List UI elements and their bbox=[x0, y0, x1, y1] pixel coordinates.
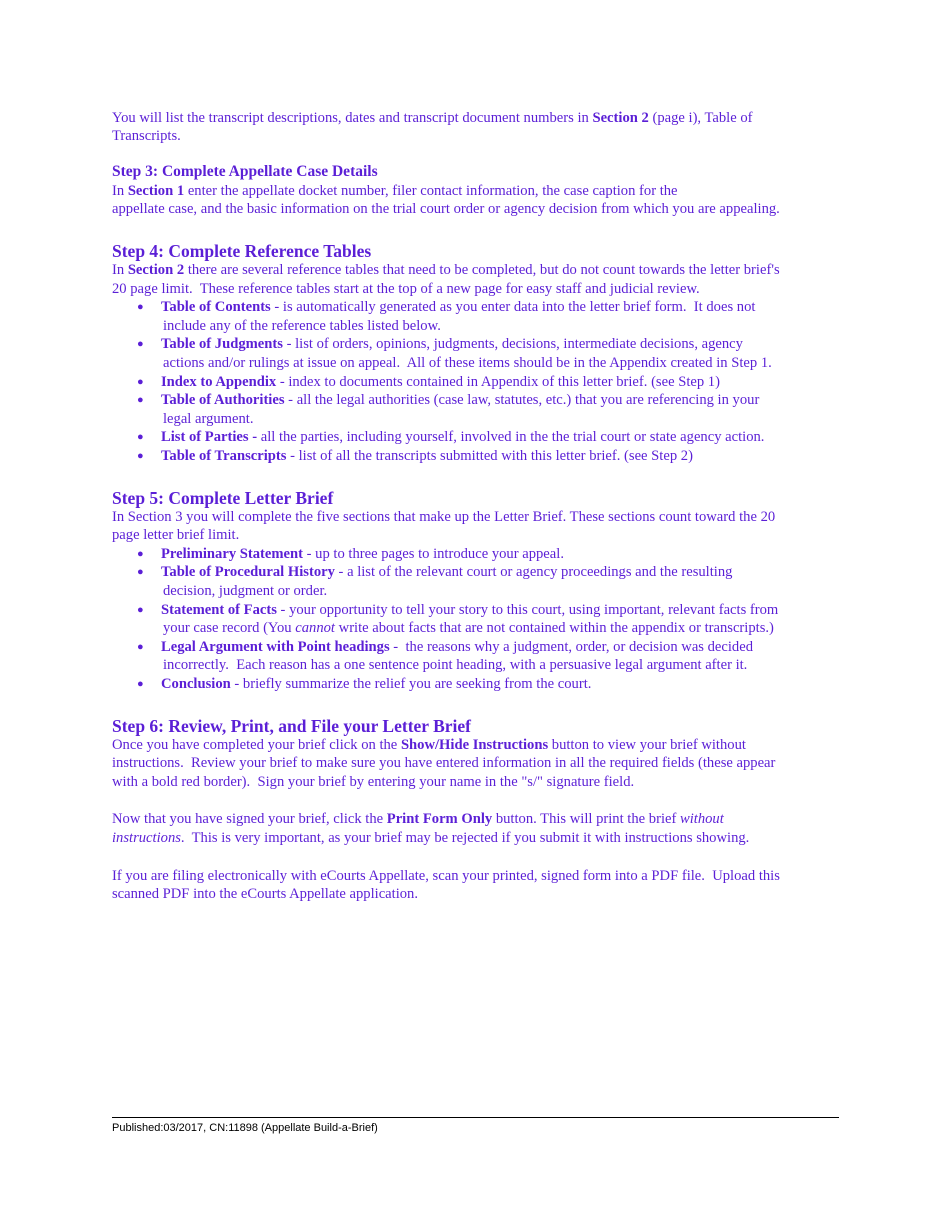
bullet-icon: ● bbox=[137, 338, 144, 351]
bullet-icon: ● bbox=[137, 547, 144, 560]
italic-text: cannot bbox=[295, 620, 335, 637]
text-line bbox=[161, 373, 842, 392]
text: enter the appellate docket number, filer contact information, the case caption for the bbox=[184, 182, 678, 199]
text: Step 3: Complete Appellate Case Details bbox=[112, 162, 378, 180]
text: button to view your brief without bbox=[548, 736, 746, 753]
text-line bbox=[161, 410, 842, 429]
text: Transcripts. bbox=[112, 128, 181, 145]
text: Now that you have signed your brief, click the bbox=[112, 811, 387, 828]
text: Step 5: Complete Letter Brief bbox=[112, 487, 334, 508]
text-line bbox=[161, 428, 842, 447]
text-line bbox=[112, 200, 842, 219]
text: - your opportunity to tell your story to this court, using important, relevant facts from bbox=[276, 601, 779, 618]
text-line bbox=[161, 354, 842, 373]
text-line bbox=[161, 391, 842, 410]
bullet-icon: ● bbox=[137, 394, 144, 407]
bullet-icon: ● bbox=[137, 640, 144, 653]
paragraph bbox=[112, 109, 842, 146]
text: your case record (You bbox=[163, 620, 296, 637]
text: scanned PDF into the eCourts Appellate application. bbox=[112, 886, 419, 903]
bold-text: Print Form Only bbox=[386, 811, 493, 828]
text-line bbox=[112, 109, 842, 128]
bold-text: Table of Authorities bbox=[161, 392, 285, 409]
text: instructions. Review your brief to make sure you have entered information in all the required fields (these appear bbox=[112, 755, 776, 772]
list-item bbox=[112, 298, 842, 335]
text: - index to documents contained in Appendix of this letter brief. (see Step 1) bbox=[276, 373, 720, 390]
bold-text: List of Parties - bbox=[161, 429, 258, 446]
text: all the parties, including yourself, involved in the the trial court or state agency action. bbox=[257, 429, 765, 446]
text-line bbox=[112, 162, 842, 182]
list-item bbox=[112, 391, 842, 428]
text: In bbox=[112, 262, 128, 279]
text-line bbox=[161, 545, 842, 564]
text-line bbox=[112, 488, 842, 508]
bold-text: Legal Argument with Point headings bbox=[161, 638, 390, 655]
text-line bbox=[161, 317, 842, 336]
text: incorrectly. Each reason has a one sentence point heading, with a persuasive legal argument after it. bbox=[163, 657, 748, 674]
list-item bbox=[112, 563, 842, 600]
bold-text: Section 2 bbox=[592, 109, 649, 126]
text: Step 6: Review, Print, and File your Letter Brief bbox=[112, 715, 472, 736]
bold-text: Statement of Facts bbox=[161, 601, 277, 618]
list-item bbox=[112, 447, 842, 466]
text: 20 page limit. These reference tables start at the top of a new page for easy staff and judicial review. bbox=[112, 280, 700, 297]
bullet-icon: ● bbox=[137, 431, 144, 444]
bold-text: Index to Appendix bbox=[161, 373, 277, 390]
section-heading bbox=[112, 488, 842, 508]
text: button. This will print the brief bbox=[492, 811, 680, 828]
paragraph bbox=[112, 261, 842, 298]
text-line bbox=[161, 298, 842, 317]
bullet-icon: ● bbox=[137, 603, 144, 616]
text-line bbox=[161, 563, 842, 582]
text: Once you have completed your brief click on the bbox=[112, 736, 401, 753]
text: write about facts that are not contained within the appendix or transcripts.) bbox=[335, 620, 774, 637]
text: appellate case, and the basic information on the trial court order or agency decision from which you are appealing. bbox=[112, 201, 780, 218]
bold-text: Conclusion bbox=[161, 675, 231, 692]
paragraph bbox=[112, 867, 842, 904]
text-line bbox=[112, 867, 842, 886]
paragraph bbox=[112, 736, 842, 792]
footer-divider bbox=[112, 1117, 839, 1118]
text-line bbox=[112, 885, 842, 904]
bold-text: Section 1 bbox=[127, 182, 185, 199]
text-line bbox=[161, 675, 842, 694]
text-line bbox=[112, 508, 842, 527]
paragraph bbox=[112, 508, 842, 545]
text: In bbox=[112, 182, 128, 199]
text: - list of orders, opinions, judgments, decisions, intermediate decisions, agency bbox=[282, 336, 743, 353]
document-body bbox=[112, 109, 842, 904]
text-line bbox=[112, 261, 842, 280]
section-heading bbox=[112, 716, 842, 736]
text-line bbox=[112, 716, 842, 736]
text: - briefly summarize the relief you are seeking from the court. bbox=[230, 675, 592, 692]
bold-text: Show/Hide Instructions bbox=[400, 736, 549, 753]
text-line bbox=[161, 638, 842, 657]
list-item bbox=[112, 675, 842, 694]
text: - up to three pages to introduce your appeal. bbox=[302, 545, 564, 562]
text: - a list of the relevant court or agency proceedings and the resulting bbox=[334, 564, 733, 581]
list-item bbox=[112, 638, 842, 675]
bullet-icon: ● bbox=[137, 301, 144, 314]
list-item bbox=[112, 428, 842, 447]
text: actions and/or rulings at issue on appeal. All of these items should be in the Appendix created in Step 1. bbox=[163, 355, 772, 372]
text-line bbox=[112, 280, 842, 299]
text-line bbox=[112, 773, 842, 792]
text-line bbox=[112, 736, 842, 755]
bold-text: Table of Transcripts bbox=[161, 448, 287, 464]
section-heading bbox=[112, 241, 842, 261]
text-line bbox=[161, 582, 842, 601]
text: In Section 3 you will complete the five sections that make up the Letter Brief. These sections count toward the 20 bbox=[112, 508, 776, 525]
bold-text: Preliminary Statement bbox=[161, 545, 303, 562]
section-heading bbox=[112, 162, 842, 182]
italic-text: without bbox=[679, 811, 724, 828]
text: decision, judgment or order. bbox=[163, 582, 328, 599]
text-line bbox=[112, 526, 842, 545]
text: - the reasons why a judgment, order, or decision was decided bbox=[389, 638, 753, 655]
text: page letter brief limit. bbox=[112, 527, 240, 544]
list-item bbox=[112, 601, 842, 638]
text-line bbox=[161, 335, 842, 354]
text-line bbox=[112, 754, 842, 773]
list-item bbox=[112, 545, 842, 564]
paragraph bbox=[112, 182, 842, 219]
text-line bbox=[112, 829, 842, 848]
bold-text: Table of Judgments bbox=[161, 336, 283, 353]
footer-text: Published:03/2017, CN:11898 (Appellate Build-a-Brief) bbox=[112, 1122, 378, 1134]
text-line bbox=[112, 127, 842, 146]
text-line bbox=[161, 656, 842, 675]
text-line bbox=[112, 810, 842, 829]
text: . This is very important, as your brief may be rejected if you submit it with instructions showing. bbox=[180, 829, 750, 846]
bullet-icon: ● bbox=[137, 677, 144, 690]
bold-text: Table of Contents bbox=[161, 299, 271, 316]
text: If you are filing electronically with eCourts Appellate, scan your printed, signed form into a PDF file. Upload this bbox=[112, 867, 780, 884]
bullet-icon: ● bbox=[137, 450, 144, 462]
text: Step 4: Complete Reference Tables bbox=[112, 241, 372, 262]
text: with a bold red border). Sign your brief by entering your name in the "s/" signature field. bbox=[112, 773, 635, 790]
bold-text: Section 2 bbox=[127, 262, 185, 279]
text: legal argument. bbox=[163, 410, 254, 427]
text: (page i), Table of bbox=[648, 109, 753, 126]
text: - all the legal authorities (case law, statutes, etc.) that you are referencing in your bbox=[284, 392, 760, 409]
bullet-icon: ● bbox=[137, 566, 144, 579]
text-line bbox=[112, 241, 842, 261]
text: - list of all the transcripts submitted with this letter brief. (see Step 2) bbox=[286, 448, 693, 464]
text: there are several reference tables that need to be completed, but do not count towards the letter brief's bbox=[184, 262, 780, 279]
text: You will list the transcript descriptions, dates and transcript document numbers in bbox=[112, 109, 593, 126]
text-line bbox=[161, 447, 842, 466]
text-line bbox=[161, 601, 842, 620]
text: - is automatically generated as you enter data into the letter brief form. It does not bbox=[270, 299, 756, 316]
bullet-icon: ● bbox=[137, 375, 144, 388]
bold-text: Table of Procedural History bbox=[161, 564, 335, 581]
text-line bbox=[161, 619, 842, 638]
italic-text: instructions bbox=[112, 829, 181, 846]
list-item bbox=[112, 335, 842, 372]
text: include any of the reference tables listed below. bbox=[163, 317, 441, 334]
text-line bbox=[112, 182, 842, 201]
paragraph bbox=[112, 810, 842, 847]
list-item bbox=[112, 373, 842, 392]
